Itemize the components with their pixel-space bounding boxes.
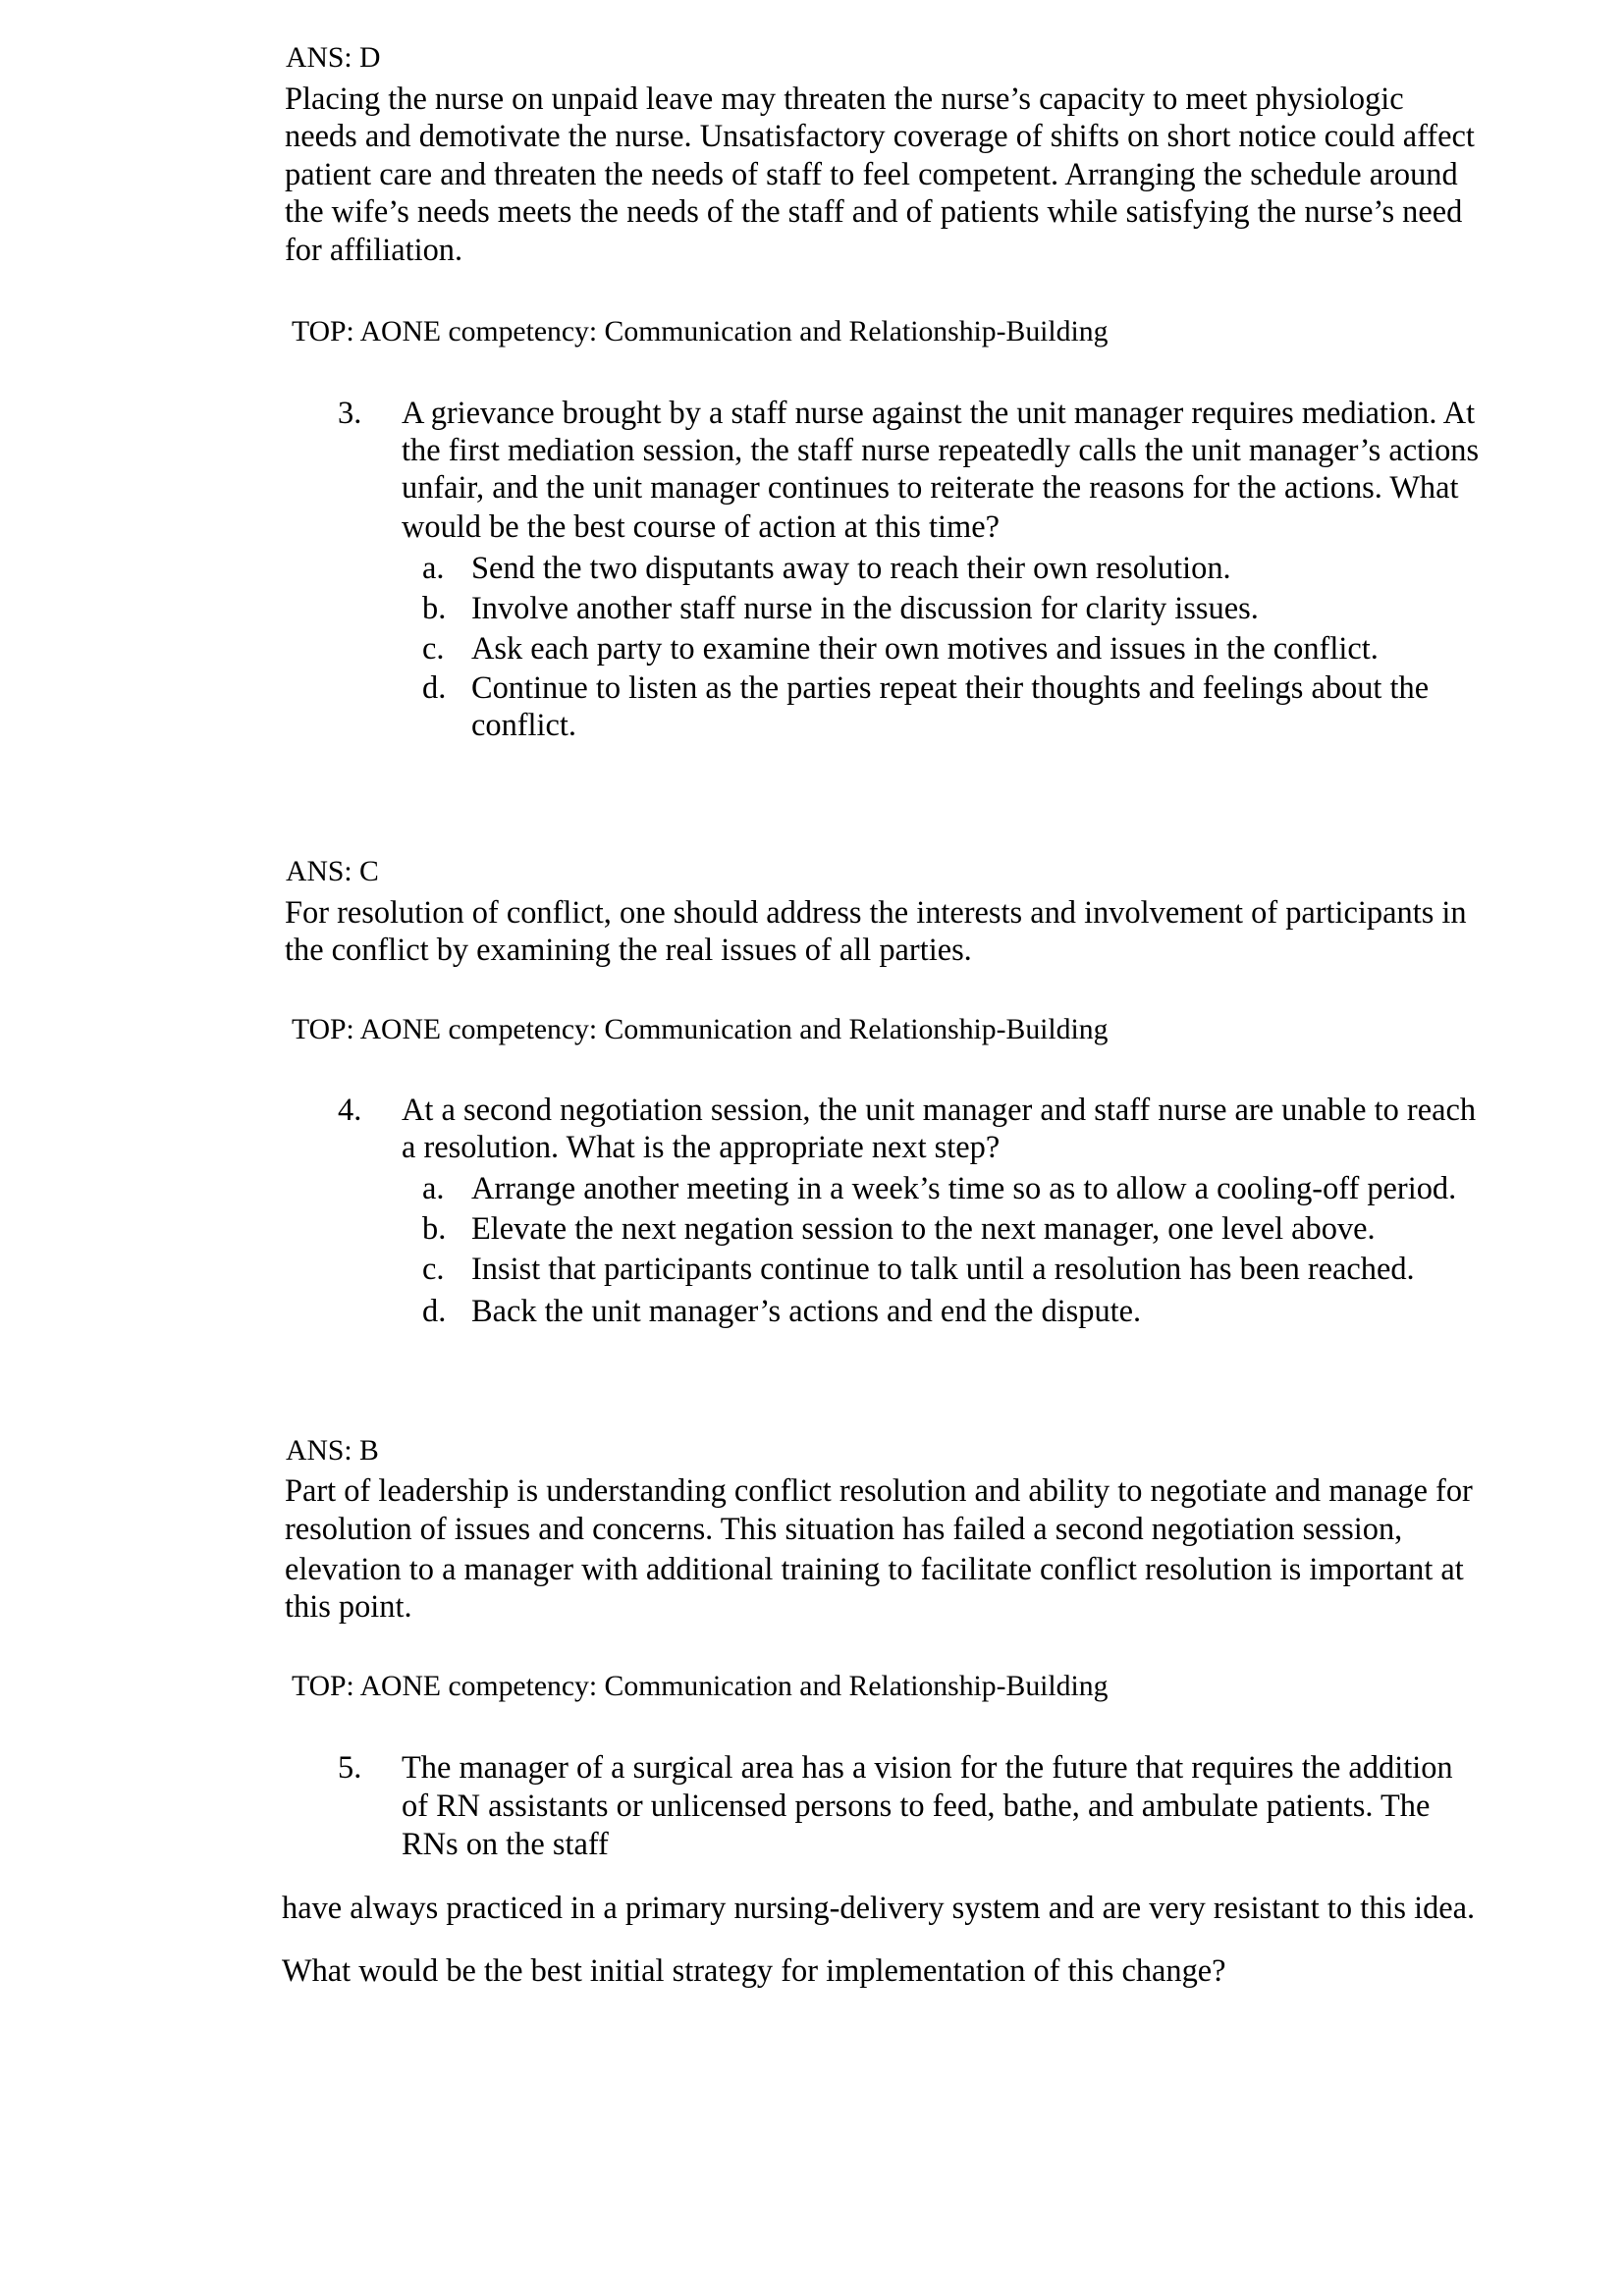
rationale-line: for affiliation. bbox=[285, 233, 463, 268]
option-text: Elevate the next negation session to the next manager, one level above. bbox=[471, 1211, 1376, 1247]
option-letter: b. bbox=[422, 591, 447, 626]
question-stem-continuation: have always practiced in a primary nursing-delivery system and are very resistant to this idea. bbox=[282, 1891, 1476, 1926]
option-letter: a. bbox=[422, 1171, 445, 1206]
question-stem-line: RNs on the staff bbox=[402, 1827, 609, 1862]
question-number: 5. bbox=[338, 1750, 362, 1786]
question-stem-line: would be the best course of action at this time? bbox=[402, 509, 1000, 545]
topic-label: TOP: AONE competency: Communication and Relationship-Building bbox=[292, 1671, 1109, 1702]
option-text: Ask each party to examine their own motives and issues in the conflict. bbox=[471, 631, 1379, 667]
rationale-line: elevation to a manager with additional training to facilitate conflict resolution is important at bbox=[285, 1552, 1464, 1587]
option-text: Send the two disputants away to reach their own resolution. bbox=[471, 551, 1231, 586]
question-stem-line: a resolution. What is the appropriate next step? bbox=[402, 1130, 1001, 1165]
question-stem-line: At a second negotiation session, the unit manager and staff nurse are unable to reach bbox=[402, 1093, 1477, 1128]
option-text: Insist that participants continue to talk until a resolution has been reached. bbox=[471, 1252, 1415, 1287]
rationale-line: the conflict by examining the real issues of all parties. bbox=[285, 933, 972, 968]
option-letter: d. bbox=[422, 1294, 447, 1329]
option-text-continued: conflict. bbox=[471, 708, 577, 743]
option-text: Back the unit manager’s actions and end the dispute. bbox=[471, 1294, 1142, 1329]
question-prompt: What would be the best initial strategy for implementation of this change? bbox=[282, 1953, 1226, 1989]
option-letter: b. bbox=[422, 1211, 447, 1247]
question-number: 4. bbox=[338, 1093, 362, 1128]
option-letter: d. bbox=[422, 670, 447, 706]
question-stem-line: A grievance brought by a staff nurse against the unit manager requires mediation. At bbox=[402, 396, 1476, 431]
answer-label: ANS: C bbox=[286, 856, 379, 887]
rationale-line: needs and demotivate the nurse. Unsatisfactory coverage of shifts on short notice could affect bbox=[285, 119, 1475, 154]
answer-label: ANS: D bbox=[286, 42, 381, 74]
option-letter: c. bbox=[422, 1252, 445, 1287]
rationale-line: the wife’s needs meets the needs of the staff and of patients while satisfying the nurse’s need bbox=[285, 194, 1463, 230]
question-stem-line: the first mediation session, the staff nurse repeatedly calls the unit manager’s actions bbox=[402, 433, 1480, 468]
rationale-line: Placing the nurse on unpaid leave may threaten the nurse’s capacity to meet physiologic bbox=[285, 81, 1404, 117]
topic-label: TOP: AONE competency: Communication and Relationship-Building bbox=[292, 316, 1109, 347]
question-stem-line: of RN assistants or unlicensed persons to feed, bathe, and ambulate patients. The bbox=[402, 1789, 1431, 1824]
question-number: 3. bbox=[338, 396, 362, 431]
rationale-line: resolution of issues and concerns. This situation has failed a second negotiation session, bbox=[285, 1512, 1403, 1547]
rationale-line: patient care and threaten the needs of staff to feel competent. Arranging the schedule around bbox=[285, 157, 1458, 192]
question-stem-line: The manager of a surgical area has a vision for the future that requires the addition bbox=[402, 1750, 1453, 1786]
option-text: Involve another staff nurse in the discussion for clarity issues. bbox=[471, 591, 1259, 626]
option-letter: c. bbox=[422, 631, 445, 667]
rationale-line: this point. bbox=[285, 1589, 412, 1625]
option-letter: a. bbox=[422, 551, 445, 586]
topic-label: TOP: AONE competency: Communication and Relationship-Building bbox=[292, 1014, 1109, 1045]
question-stem-line: unfair, and the unit manager continues to reiterate the reasons for the actions. What bbox=[402, 470, 1459, 506]
rationale-line: Part of leadership is understanding conflict resolution and ability to negotiate and manage for bbox=[285, 1473, 1473, 1509]
rationale-line: For resolution of conflict, one should address the interests and involvement of participants in bbox=[285, 895, 1467, 931]
option-text: Continue to listen as the parties repeat their thoughts and feelings about the bbox=[471, 670, 1430, 706]
answer-label: ANS: B bbox=[286, 1435, 379, 1467]
option-text: Arrange another meeting in a week’s time so as to allow a cooling-off period. bbox=[471, 1171, 1457, 1206]
